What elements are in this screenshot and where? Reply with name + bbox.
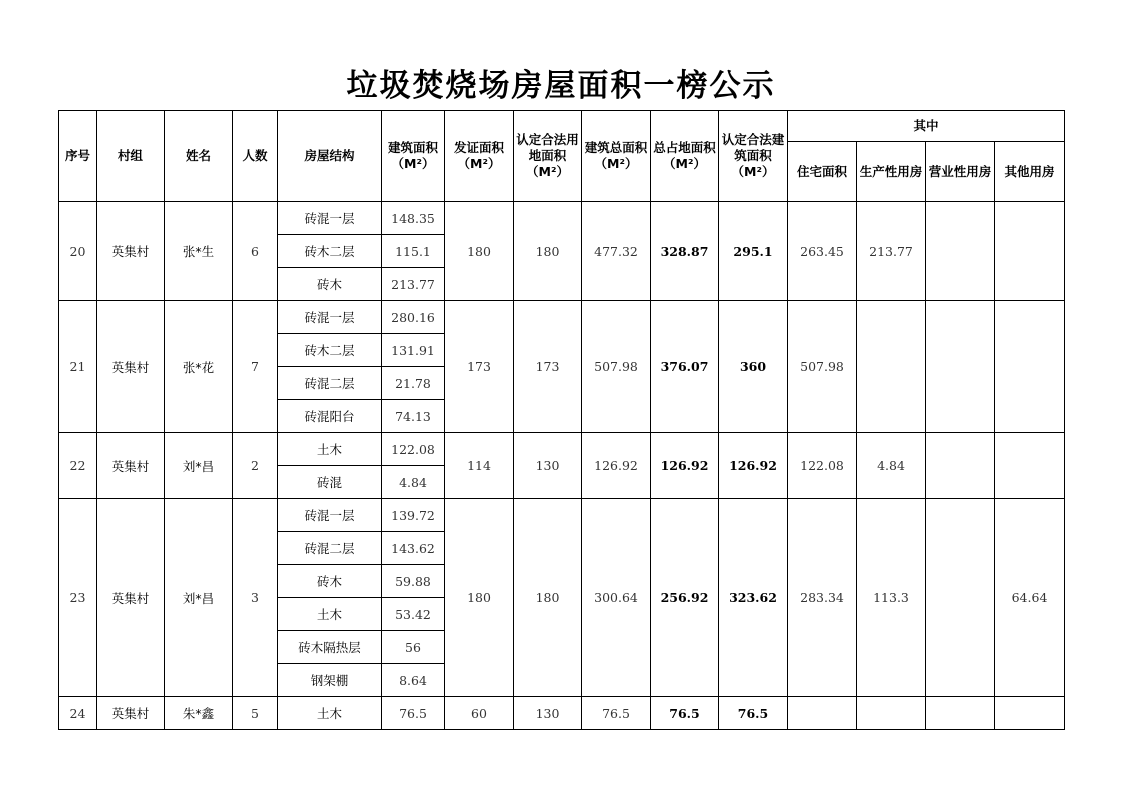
- legal-build-cell: 360: [719, 301, 788, 433]
- other-cell: [995, 697, 1065, 730]
- structure-cell: 钢架棚: [278, 664, 382, 697]
- total-area-cell: 126.92: [582, 433, 651, 499]
- header-production: 生产性用房: [857, 142, 926, 202]
- seq-cell: 23: [59, 499, 97, 697]
- header-seq: 序号: [59, 111, 97, 202]
- page-title: 垃圾焚烧场房屋面积一榜公示: [346, 68, 776, 104]
- header-structure: 房屋结构: [278, 111, 382, 202]
- business-cell: [926, 301, 995, 433]
- business-cell: [926, 433, 995, 499]
- name-cell: 刘*昌: [165, 499, 233, 697]
- build-area-cell: 143.62: [382, 532, 445, 565]
- header-name: 姓名: [165, 111, 233, 202]
- build-area-cell: 59.88: [382, 565, 445, 598]
- legal-build-cell: 323.62: [719, 499, 788, 697]
- build-area-cell: 148.35: [382, 202, 445, 235]
- structure-cell: 土木: [278, 697, 382, 730]
- total-land-cell: 126.92: [651, 433, 719, 499]
- legal-land-cell: 173: [514, 301, 582, 433]
- header-legal-land: 认定合法用地面积（M²）: [514, 111, 582, 202]
- total-land-cell: 328.87: [651, 202, 719, 301]
- header-other: 其他用房: [995, 142, 1065, 202]
- build-area-cell: 115.1: [382, 235, 445, 268]
- header-residential: 住宅面积: [788, 142, 857, 202]
- business-cell: [926, 499, 995, 697]
- business-cell: [926, 697, 995, 730]
- build-area-cell: 139.72: [382, 499, 445, 532]
- structure-cell: 砖混一层: [278, 301, 382, 334]
- total-land-cell: 76.5: [651, 697, 719, 730]
- cert-area-cell: 180: [445, 202, 514, 301]
- village-cell: 英集村: [97, 202, 165, 301]
- table-row: [59, 499, 1065, 532]
- structure-cell: 砖混二层: [278, 532, 382, 565]
- seq-cell: 20: [59, 202, 97, 301]
- name-cell: 朱*鑫: [165, 697, 233, 730]
- name-cell: 刘*昌: [165, 433, 233, 499]
- business-cell: [926, 202, 995, 301]
- build-area-cell: 76.5: [382, 697, 445, 730]
- structure-cell: 砖木: [278, 268, 382, 301]
- residential-cell: 263.45: [788, 202, 857, 301]
- structure-cell: 砖木隔热层: [278, 631, 382, 664]
- village-cell: 英集村: [97, 433, 165, 499]
- table-row: [59, 697, 1065, 730]
- build-area-cell: 131.91: [382, 334, 445, 367]
- build-area-cell: 280.16: [382, 301, 445, 334]
- build-area-cell: 4.84: [382, 466, 445, 499]
- build-area-cell: 74.13: [382, 400, 445, 433]
- area-table: [58, 110, 1065, 730]
- village-cell: 英集村: [97, 499, 165, 697]
- production-cell: 4.84: [857, 433, 926, 499]
- total-land-cell: 376.07: [651, 301, 719, 433]
- legal-build-cell: 126.92: [719, 433, 788, 499]
- seq-cell: 21: [59, 301, 97, 433]
- build-area-cell: 53.42: [382, 598, 445, 631]
- legal-land-cell: 180: [514, 499, 582, 697]
- name-cell: 张*花: [165, 301, 233, 433]
- header-village: 村组: [97, 111, 165, 202]
- residential-cell: 122.08: [788, 433, 857, 499]
- production-cell: [857, 697, 926, 730]
- structure-cell: 砖混: [278, 466, 382, 499]
- production-cell: 213.77: [857, 202, 926, 301]
- residential-cell: [788, 697, 857, 730]
- header-total-land: 总占地面积（M²）: [651, 111, 719, 202]
- build-area-cell: 8.64: [382, 664, 445, 697]
- other-cell: [995, 202, 1065, 301]
- total-area-cell: 507.98: [582, 301, 651, 433]
- table-row: [59, 433, 1065, 466]
- other-cell: 64.64: [995, 499, 1065, 697]
- people-cell: 7: [233, 301, 278, 433]
- cert-area-cell: 180: [445, 499, 514, 697]
- structure-cell: 土木: [278, 433, 382, 466]
- legal-land-cell: 180: [514, 202, 582, 301]
- cert-area-cell: 114: [445, 433, 514, 499]
- legal-build-cell: 295.1: [719, 202, 788, 301]
- build-area-cell: 56: [382, 631, 445, 664]
- people-cell: 5: [233, 697, 278, 730]
- header-build-area: 建筑面积（M²）: [382, 111, 445, 202]
- table-body: [59, 202, 1065, 730]
- header-business: 营业性用房: [926, 142, 995, 202]
- production-cell: [857, 301, 926, 433]
- seq-cell: 24: [59, 697, 97, 730]
- header-total-area: 建筑总面积 （M²）: [582, 111, 651, 202]
- structure-cell: 土木: [278, 598, 382, 631]
- total-area-cell: 477.32: [582, 202, 651, 301]
- seq-cell: 22: [59, 433, 97, 499]
- people-cell: 6: [233, 202, 278, 301]
- total-area-cell: 300.64: [582, 499, 651, 697]
- legal-land-cell: 130: [514, 433, 582, 499]
- build-area-cell: 122.08: [382, 433, 445, 466]
- legal-land-cell: 130: [514, 697, 582, 730]
- header-cert-area: 发证面积（M²）: [445, 111, 514, 202]
- legal-build-cell: 76.5: [719, 697, 788, 730]
- name-cell: 张*生: [165, 202, 233, 301]
- build-area-cell: 213.77: [382, 268, 445, 301]
- cert-area-cell: 173: [445, 301, 514, 433]
- header-among: 其中: [788, 111, 1065, 142]
- structure-cell: 砖混一层: [278, 202, 382, 235]
- village-cell: 英集村: [97, 697, 165, 730]
- header-legal-build: 认定合法建筑面积（M²）: [719, 111, 788, 202]
- table-row: [59, 301, 1065, 334]
- structure-cell: 砖混二层: [278, 367, 382, 400]
- structure-cell: 砖木二层: [278, 235, 382, 268]
- table-row: [59, 202, 1065, 235]
- total-land-cell: 256.92: [651, 499, 719, 697]
- structure-cell: 砖混阳台: [278, 400, 382, 433]
- residential-cell: 507.98: [788, 301, 857, 433]
- production-cell: 113.3: [857, 499, 926, 697]
- people-cell: 3: [233, 499, 278, 697]
- structure-cell: 砖木: [278, 565, 382, 598]
- other-cell: [995, 301, 1065, 433]
- other-cell: [995, 433, 1065, 499]
- residential-cell: 283.34: [788, 499, 857, 697]
- village-cell: 英集村: [97, 301, 165, 433]
- people-cell: 2: [233, 433, 278, 499]
- cert-area-cell: 60: [445, 697, 514, 730]
- structure-cell: 砖混一层: [278, 499, 382, 532]
- build-area-cell: 21.78: [382, 367, 445, 400]
- structure-cell: 砖木二层: [278, 334, 382, 367]
- header-people: 人数: [233, 111, 278, 202]
- total-area-cell: 76.5: [582, 697, 651, 730]
